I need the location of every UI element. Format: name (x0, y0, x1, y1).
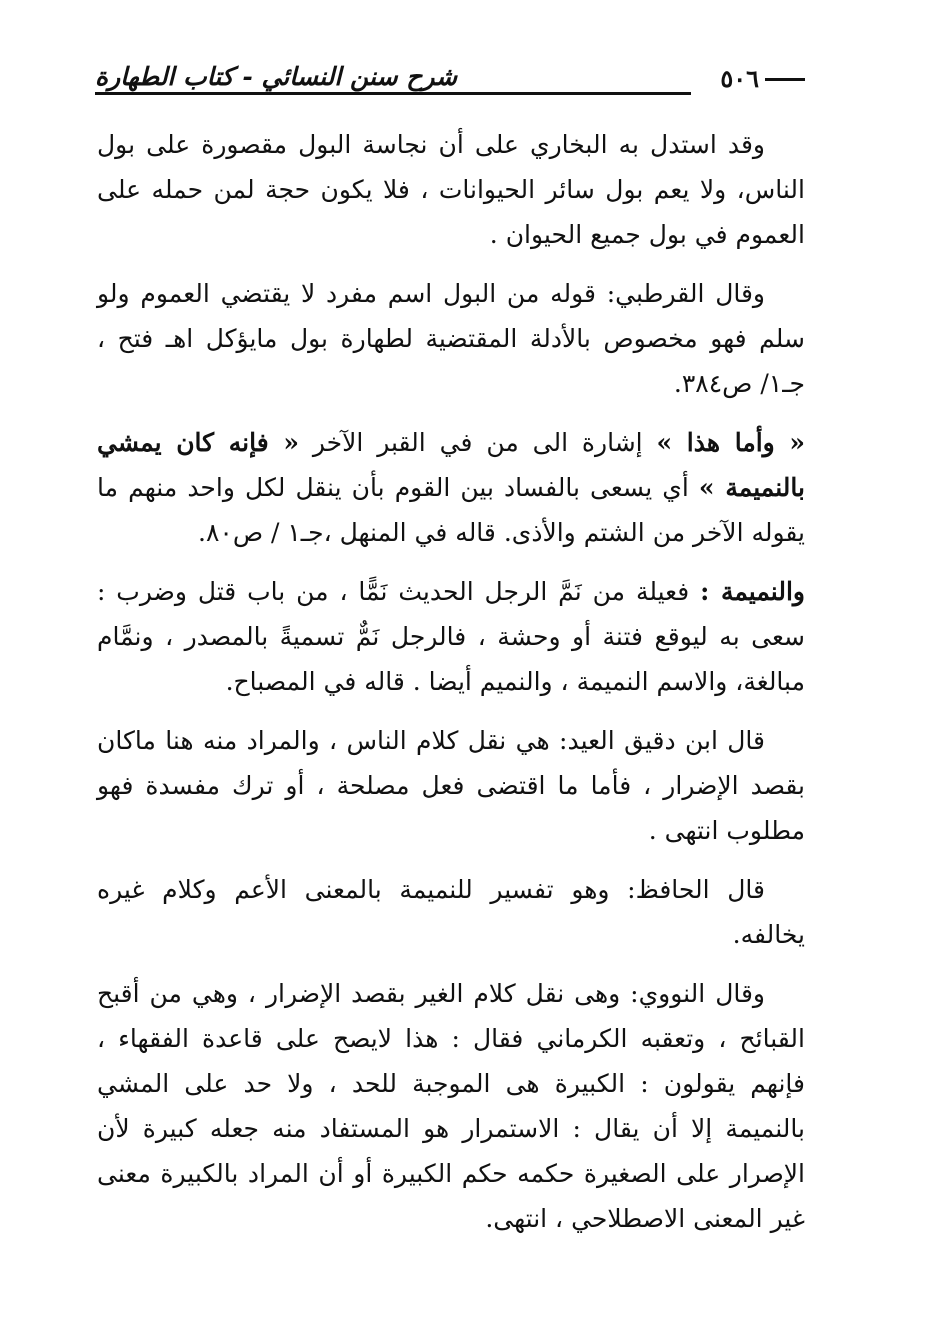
page-number: ٥٠٦ (720, 64, 759, 93)
paragraph-wa-amma-hadha (97, 420, 805, 555)
paragraph-qurtubi (97, 271, 805, 406)
paragraph-text: إشارة الى من في القبر الآخر (298, 428, 657, 457)
paragraph-ibn-daqiq (97, 718, 805, 853)
paragraph-bukhari (97, 122, 805, 257)
page-header (95, 62, 805, 98)
running-title: شرح سنن النسائي - كتاب الطهارة (95, 62, 458, 91)
paragraph-text: وقال القرطبي: قوله من البول اسم مفرد لا يقتضي العموم ولو سلم فهو مخصوص بالأدلة المقتضية لطهارة بول مايؤكل اهـ فتح ، جـ١/ ص٣٨٤. (97, 279, 805, 398)
term-heading: والنميمة : (700, 577, 805, 606)
paragraph-hafiz (97, 867, 805, 957)
paragraph-namima-definition (97, 569, 805, 704)
paragraph-nawawi (97, 971, 805, 1241)
paragraph-text: وقد استدل به البخاري على أن نجاسة البول مقصورة على بول الناس، ولا يعم بول سائر الحيوانات ، فلا يكون حجة لمن حمله على العموم في بول جميع الحيوان . (97, 130, 805, 249)
paragraph-text: وقال النووي: وهى نقل كلام الغير بقصد الإضرار ، وهي من أقبح القبائح ، وتعقبه الكرماني فقال : هذا لايصح على قاعدة الفقهاء ، فإنهم يقولون : الكبيرة هى الموجبة للحد ، ولا حد على المشي بالنميمة إلا أن يقال : الاستمرار هو المستفاد منه جعله كبيرة لأن الإصرار على الصغيرة حكمه حكم الكبيرة أو أن المراد بالكبيرة معنى غير المعنى الاصطلاحي ، انتهى. (97, 979, 805, 1233)
hadith-quote-lead: « وأما هذا » (656, 428, 806, 457)
paragraph-text: أي يسعى بالفساد بين القوم بأن ينقل لكل واحد منهم ما يقوله الآخر من الشتم والأذى. قاله في المنهل ،جـ١ / ص٨٠. (97, 473, 805, 547)
paragraph-text: فعيلة من نَمَّ الرجل الحديث نَمًّا ، من باب قتل وضرب : سعى به ليوقع فتنة أو وحشة ، فالرجل نَمٌّ تسميةً بالمصدر ، ونمَّام مبالغة، والاسم النميمة ، والنميم أيضا . قاله في المصباح. (97, 577, 805, 696)
page-body (97, 122, 805, 1255)
page-number-dash (765, 78, 805, 81)
paragraph-text: قال ابن دقيق العيد: هي نقل كلام الناس ، والمراد منه هنا ماكان بقصد الإضرار ، فأما ما اقتضى فعل مصلحة ، أو ترك مفسدة فهو مطلوب انتهى . (97, 726, 805, 845)
paragraph-text: قال الحافظ: وهو تفسير للنميمة بالمعنى الأعم وكلام غيره يخالفه. (97, 875, 805, 949)
hadith-quote: « فإنه كان يمشي بالنميمة » (97, 428, 805, 502)
header-rule (95, 92, 691, 95)
